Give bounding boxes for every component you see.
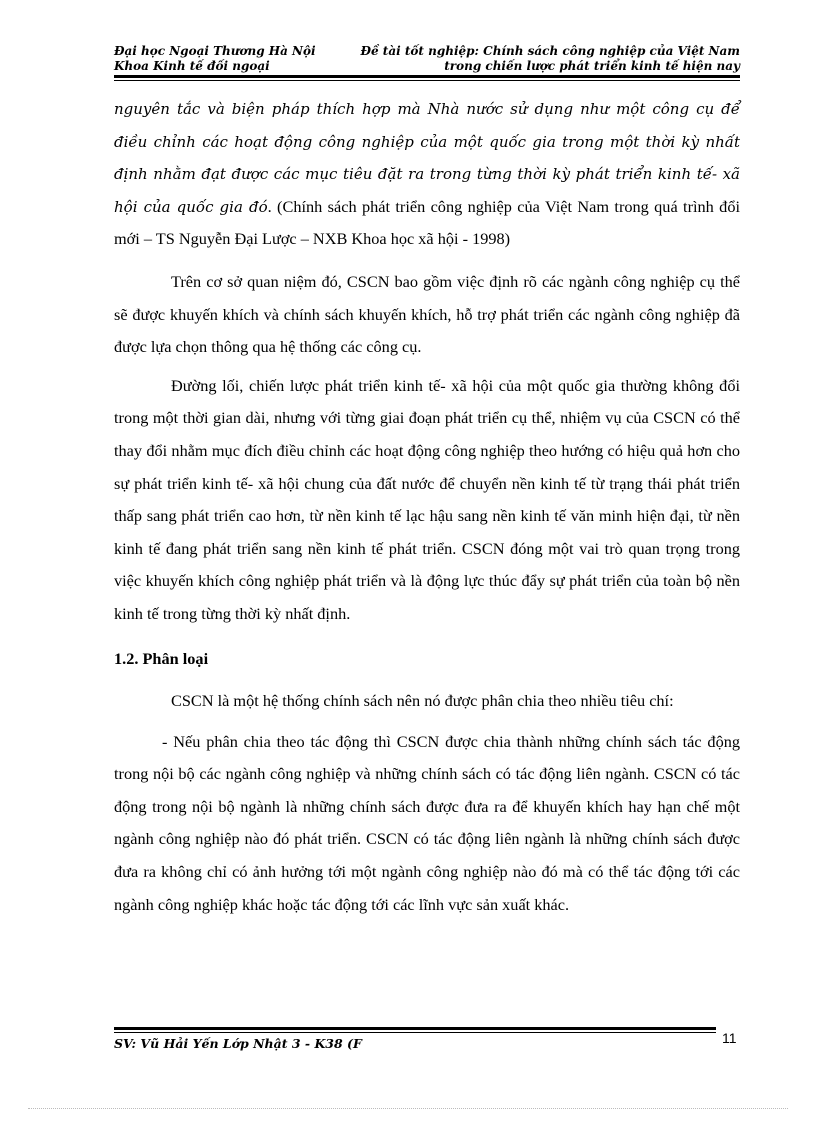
footer-rule-thick [114,1027,716,1030]
paragraph-cscn-scope: Trên cơ sở quan niệm đó, CSCN bao gồm việc định rõ các ngành công nghiệp cụ thể sẽ được khuyến khích và chính sách khuyến khích, hỗ trợ phát triển các ngành công nghiệp đã được lựa chọn thông qua hệ thống các công cụ. [114,271,740,357]
page-header [114,44,740,74]
paragraph-definition [114,93,740,256]
header-faculty: Khoa Kinh tế đối ngoại [114,59,270,73]
page-number: 11 [722,1030,737,1046]
definition-italic: nguyên tắc và biện pháp thích hợp mà Nhà nước sử dụng như một công cụ để điều chỉnh các hoạt động công nghiệp của một quốc gia trong một thời kỳ nhất định nhằm đạt được các mục tiêu đặt ra trong từng thời kỳ phát triển kinh tế- xã hội của quốc gia đó [114,100,740,216]
section-heading: 1.2. Phân loại [114,648,209,668]
page-body [114,93,740,921]
header-rule-thick [114,75,740,78]
paragraph-classification-intro: CSCN là một hệ thống chính sách nên nó được phân chia theo nhiều tiêu chí: [171,691,674,711]
header-thesis-title: Đề tài tốt nghiệp: Chính sách công nghiệp của Việt Nam [360,44,740,58]
definition-citation: . (Chính sách phát triển công nghiệp của Việt Nam trong quá trình đổi mới – TS Nguyễn Đại Lược – NXB Khoa học xã hội - 1998) [114,196,740,249]
paragraph-classification-impact: - Nếu phân chia theo tác động thì CSCN được chia thành những chính sách tác động trong nội bộ các ngành công nghiệp và những chính sách có tác động liên ngành. CSCN có tác động trong nội bộ ngành là những chính sách được đưa ra để khuyến khích hay hạn chế một ngành công nghiệp nào đó phát triển. CSCN có tác động liên ngành là những chính sách được đưa ra không chỉ có ảnh hưởng tới một ngành công nghiệp nào đó mà có thể tác động tới các ngành công nghiệp khác hoặc tác động tới các lĩnh vực sản xuất khác. [114,731,740,914]
paragraph-cscn-role: Đường lối, chiến lược phát triển kinh tế- xã hội của một quốc gia thường không đổi trong một thời gian dài, nhưng với từng giai đoạn phát triển cụ thể, nhiệm vụ của CSCN có thể thay đổi nhằm mục đích điều chỉnh các hoạt động công nghiệp theo hướng có hiệu quả hơn cho sự phát triển kinh tế- xã hội chung của đất nước để chuyển nền kinh tế từ trạng thái phát triển thấp sang phát triển cao hơn, từ nền kinh tế lạc hậu sang nền kinh tế văn minh hiện đại, từ nền kinh tế đang phát triển sang nền kinh tế phát triển. CSCN đóng một vai trò quan trọng trong việc khuyến khích công nghiệp phát triển và là động lực thúc đẩy sự phát triển của toàn bộ nền kinh tế trong từng thời kỳ nhất định. [114,375,740,623]
header-thesis-subtitle: trong chiến lược phát triển kinh tế hiện nay [444,59,740,73]
header-university: Đại học Ngoại Thương Hà Nội [114,44,316,58]
footer-author: SV: Vũ Hải Yến Lớp Nhật 3 - K38 (F [114,1036,362,1051]
footer-rule-thin [114,1032,716,1033]
header-rule-thin [114,80,740,81]
page-bottom-border [28,1108,788,1109]
